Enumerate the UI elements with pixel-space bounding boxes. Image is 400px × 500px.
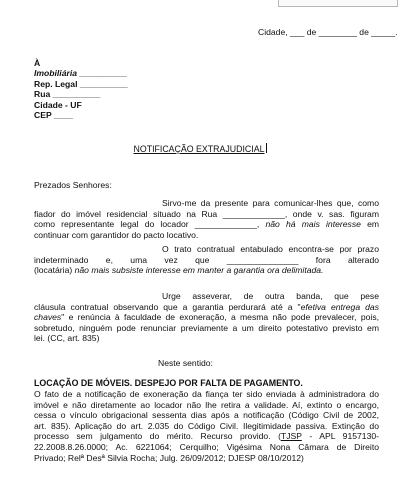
paragraph-line — [34, 302, 379, 313]
paragraph-jurisprudence — [34, 389, 379, 463]
paragraph-line: Urge asseverar, de outra banda, que pese — [162, 291, 379, 301]
recipient-city-state: Cidade - UF — [34, 99, 82, 110]
paragraph-line — [34, 265, 379, 276]
text-cursor — [266, 143, 267, 153]
emphasis-text: chaves — [34, 312, 62, 323]
text-run: - APL 9157130- — [301, 431, 380, 442]
paragraph-line: imóvel e não diretamente ao locador não lhe retira a validade. Aí, extinto o encargo, — [34, 399, 379, 410]
paragraph-guarantor-notice — [34, 198, 379, 240]
court-abbreviation: TJSP — [280, 431, 302, 442]
greeting: Prezados Senhores: — [34, 180, 112, 190]
paragraph-line: lei. (CC, art. 835) — [34, 333, 100, 344]
emphasis-text: não há mais interesse — [265, 219, 361, 230]
recipient-postal-code: CEP ____ — [34, 110, 74, 121]
paragraph-line: cessa o vínculo obrigacional sessenta dias após a notificação (Código Civil de 2002, — [34, 410, 379, 421]
date-line: Cidade, ___ de ________ de _____. — [258, 27, 398, 37]
paragraph-line: art. 835). Aplicação do art. 2.035 do Código Civil. Ilegitimidade passiva. Extinção do — [34, 420, 379, 431]
jurisprudence-heading: LOCAÇÃO DE MÓVEIS. DESPEJO POR FALTA DE PAGAMENTO. — [34, 378, 303, 388]
text-run: como representante legal do locador _____________, — [34, 219, 266, 230]
paragraph-line: Sirvo-me da presente para comunicar-lhes que, como — [162, 198, 379, 208]
text-run: " e renúncia à faculdade de exoneração, a mesma não pode prevalecer, pois, — [61, 312, 379, 323]
recipient-to: À — [34, 58, 41, 68]
recipient-address-block — [34, 58, 128, 120]
recipient-agency: Imobiliária __________ — [34, 68, 128, 79]
emphasis-text: não mais subsiste interesse em manter a garantia ora delimitada. — [74, 265, 324, 276]
paragraph-line: sobretudo, ninguém pode renunciar previamente a um direito potestativo previsto em — [34, 322, 379, 333]
recipient-legal-rep: Rep. Legal __________ — [34, 78, 128, 89]
text-run: (locatária) — [34, 265, 75, 276]
paragraph-line: indeterminado e, uma vez que _______________ fora alterado — [34, 254, 379, 265]
paragraph-line — [34, 431, 379, 442]
paragraph-line: Privado; Relª Desª Silvia Rocha; Julg. 26/09/2012; DJESP 08/10/2012) — [34, 452, 304, 463]
paragraph-waiver-clause — [34, 291, 379, 344]
neste-sentido-label: Neste sentido: — [158, 358, 213, 368]
paragraph-line — [34, 312, 379, 323]
paragraph-line: continuar com garantidor do pacto locativo. — [34, 229, 199, 240]
paragraph-contract-term — [34, 244, 379, 276]
paragraph-line: 22.2008.8.26.0000; Ac. 6221064; Cerquilho; Vigésima Nona Câmara de Direito — [34, 441, 379, 452]
recipient-street: Rua __________ — [34, 89, 101, 100]
delete-hint-text — [304, 0, 371, 1]
document-title-text: NOTIFICAÇÃO EXTRAJUDICIAL — [133, 144, 265, 154]
text-run: cláusula contratual observando que a garantia perdurará até a " — [34, 301, 301, 312]
paragraph-line — [34, 219, 379, 230]
paragraph-line: O fato de a notificação de exoneração da fiança ter sido enviada à administradora do — [34, 389, 379, 399]
emphasis-text: efetiva entrega das — [300, 301, 379, 312]
paragraph-line: O trato contratual entabulado encontra-se por prazo — [162, 244, 379, 254]
delete-hint-box — [278, 0, 398, 7]
paragraph-line: fiador do imóvel residencial situado na Rua _____________, onde v. sas. figuram — [34, 208, 379, 219]
text-run: em — [360, 219, 380, 230]
document-title — [0, 143, 400, 155]
text-run: processo sem julgamento do mérito. Recurso provido. ( — [34, 431, 281, 442]
